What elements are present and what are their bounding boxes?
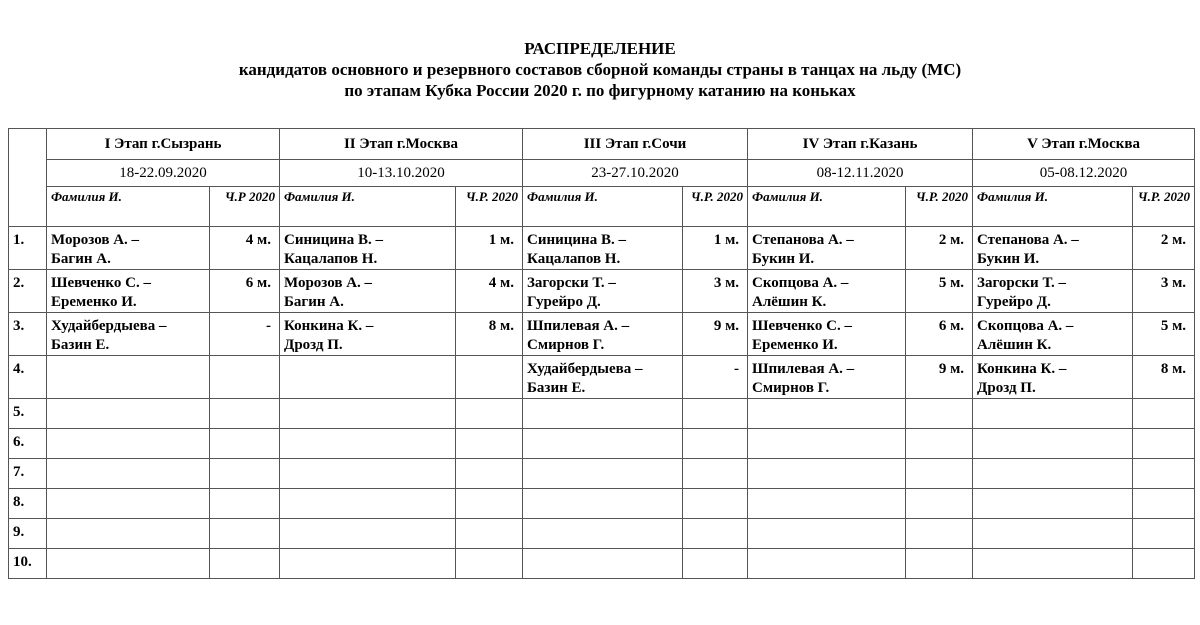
championship-place (456, 399, 523, 429)
pair-cell (973, 399, 1133, 429)
table-row (9, 519, 1195, 549)
table-row (9, 227, 1195, 270)
championship-place: 9 м. (906, 356, 973, 399)
championship-place (683, 549, 748, 579)
row-number: 1. (9, 227, 47, 270)
pair-cell (280, 519, 456, 549)
championship-place (1133, 519, 1195, 549)
table-row (9, 399, 1195, 429)
pair-cell (280, 227, 456, 270)
pair-cell (748, 270, 906, 313)
pair-cell (748, 227, 906, 270)
championship-place (456, 429, 523, 459)
pair-cell (280, 429, 456, 459)
pair-cell (523, 549, 683, 579)
pair-cell (47, 519, 210, 549)
championship-place: 3 м. (683, 270, 748, 313)
pair-cell (523, 270, 683, 313)
stage-2-dates: 10-13.10.2020 (280, 160, 523, 187)
pair-partner-2: Алёшин К. (752, 294, 827, 310)
row-number: 5. (9, 399, 47, 429)
pair-cell (973, 549, 1133, 579)
pair-partner-1: Худайбердыева – (51, 318, 167, 334)
pair-partner-1: Синицина В. – (284, 232, 383, 248)
pair-cell (523, 356, 683, 399)
pair-cell (280, 399, 456, 429)
pair-cell (47, 313, 210, 356)
championship-place: 2 м. (1133, 227, 1195, 270)
pair-cell (973, 270, 1133, 313)
table-row (9, 489, 1195, 519)
pair-partner-1: Шевченко С. – (752, 318, 852, 334)
pair-partner-1: Худайбердыева – (527, 361, 643, 377)
pair-cell (748, 429, 906, 459)
championship-place: - (683, 356, 748, 399)
pair-cell (973, 356, 1133, 399)
pair-partner-2: Гурейро Д. (977, 294, 1051, 310)
championship-place: 4 м. (456, 270, 523, 313)
stage-1-name: I Этап г.Сызрань (47, 129, 280, 160)
column-header-name: Фамилия И. (47, 187, 210, 227)
pair-cell (523, 313, 683, 356)
stage-2-name: II Этап г.Москва (280, 129, 523, 160)
pair-partner-2: Смирнов Г. (752, 380, 830, 396)
pair-partner-1: Шевченко С. – (51, 275, 151, 291)
pair-partner-2: Еременко И. (752, 337, 838, 353)
championship-place (906, 429, 973, 459)
pair-cell (47, 227, 210, 270)
column-header-name: Фамилия И. (523, 187, 683, 227)
pair-partner-1: Шпилевая А. – (527, 318, 630, 334)
title-line-3: по этапам Кубка России 2020 г. по фигурному катанию на коньках (344, 81, 856, 100)
pair-partner-1: Морозов А. – (284, 275, 373, 291)
pair-cell (523, 227, 683, 270)
pair-partner-1: Степанова А. – (977, 232, 1079, 248)
championship-place (210, 549, 280, 579)
stage-1-dates: 18-22.09.2020 (47, 160, 280, 187)
championship-place: 6 м. (906, 313, 973, 356)
table-row (9, 549, 1195, 579)
table-row (9, 459, 1195, 489)
table-row (9, 270, 1195, 313)
championship-place: 2 м. (906, 227, 973, 270)
pair-cell (523, 399, 683, 429)
championship-place: 8 м. (1133, 356, 1195, 399)
row-number: 3. (9, 313, 47, 356)
pair-partner-1: Загорски Т. – (527, 275, 616, 291)
pair-cell (748, 356, 906, 399)
championship-place (683, 489, 748, 519)
pair-cell (280, 270, 456, 313)
pair-cell (523, 429, 683, 459)
pair-cell (47, 459, 210, 489)
championship-place (683, 429, 748, 459)
pair-cell (748, 519, 906, 549)
pair-cell (973, 313, 1133, 356)
pair-partner-2: Кацалапов Н. (284, 251, 378, 267)
championship-place (906, 459, 973, 489)
corner-cell (9, 129, 47, 227)
championship-place (1133, 549, 1195, 579)
column-header-name: Фамилия И. (748, 187, 906, 227)
pair-cell (280, 356, 456, 399)
championship-place (683, 399, 748, 429)
table-row (9, 429, 1195, 459)
championship-place: 3 м. (1133, 270, 1195, 313)
pair-partner-2: Кацалапов Н. (527, 251, 621, 267)
pair-cell (973, 429, 1133, 459)
stage-5-name: V Этап г.Москва (973, 129, 1195, 160)
pair-cell (748, 549, 906, 579)
pair-partner-2: Еременко И. (51, 294, 137, 310)
row-number: 10. (9, 549, 47, 579)
stage-3-dates: 23-27.10.2020 (523, 160, 748, 187)
championship-place: 8 м. (456, 313, 523, 356)
championship-place (1133, 459, 1195, 489)
championship-place (1133, 429, 1195, 459)
row-number: 9. (9, 519, 47, 549)
pair-cell (280, 459, 456, 489)
column-header-name: Фамилия И. (280, 187, 456, 227)
pair-partner-2: Алёшин К. (977, 337, 1052, 353)
championship-place: - (210, 313, 280, 356)
pair-cell (523, 519, 683, 549)
championship-place: 5 м. (1133, 313, 1195, 356)
column-header-name: Фамилия И. (973, 187, 1133, 227)
championship-place (210, 459, 280, 489)
table-row (9, 356, 1195, 399)
pair-partner-1: Конкина К. – (977, 361, 1067, 377)
championship-place (456, 519, 523, 549)
column-header-rank: Ч.Р 2020 (210, 187, 280, 227)
stage-4-name: IV Этап г.Казань (748, 129, 973, 160)
championship-place (683, 459, 748, 489)
stage-5-dates: 05-08.12.2020 (973, 160, 1195, 187)
pair-cell (748, 489, 906, 519)
championship-place (210, 429, 280, 459)
pair-partner-2: Багин А. (284, 294, 344, 310)
pair-partner-2: Гурейро Д. (527, 294, 601, 310)
column-header-rank: Ч.Р. 2020 (683, 187, 748, 227)
pair-cell (748, 313, 906, 356)
stage-4-dates: 08-12.11.2020 (748, 160, 973, 187)
row-number: 6. (9, 429, 47, 459)
document-title (0, 38, 1200, 101)
championship-place (456, 356, 523, 399)
pair-partner-1: Загорски Т. – (977, 275, 1066, 291)
pair-cell (280, 489, 456, 519)
pair-cell (748, 399, 906, 429)
distribution-table (8, 128, 1195, 579)
pair-cell (523, 459, 683, 489)
pair-partner-1: Шпилевая А. – (752, 361, 855, 377)
pair-partner-2: Дрозд П. (977, 380, 1036, 396)
column-header-rank: Ч.Р. 2020 (906, 187, 973, 227)
championship-place: 5 м. (906, 270, 973, 313)
championship-place (456, 459, 523, 489)
row-number: 7. (9, 459, 47, 489)
pair-cell (973, 489, 1133, 519)
pair-partner-2: Букин И. (752, 251, 815, 267)
column-header-rank: Ч.Р. 2020 (456, 187, 523, 227)
title-line-2: кандидатов основного и резервного составов сборной команды страны в танцах на льду (МС) (238, 60, 962, 79)
championship-place (456, 549, 523, 579)
championship-place (1133, 399, 1195, 429)
column-header-rank: Ч.Р. 2020 (1133, 187, 1195, 227)
pair-partner-2: Букин И. (977, 251, 1040, 267)
pair-cell (973, 459, 1133, 489)
championship-place: 1 м. (456, 227, 523, 270)
pair-cell (523, 489, 683, 519)
pair-partner-1: Конкина К. – (284, 318, 374, 334)
pair-partner-1: Морозов А. – (51, 232, 140, 248)
championship-place (210, 356, 280, 399)
title-line-1: РАСПРЕДЕЛЕНИЕ (524, 39, 676, 58)
pair-cell (748, 459, 906, 489)
championship-place: 4 м. (210, 227, 280, 270)
pair-cell (280, 313, 456, 356)
championship-place (210, 399, 280, 429)
championship-place (906, 519, 973, 549)
pair-partner-2: Смирнов Г. (527, 337, 605, 353)
championship-place (906, 549, 973, 579)
pair-cell (47, 489, 210, 519)
row-number: 4. (9, 356, 47, 399)
table-row (9, 313, 1195, 356)
pair-cell (973, 227, 1133, 270)
stage-3-name: III Этап г.Сочи (523, 129, 748, 160)
pair-cell (47, 399, 210, 429)
pair-partner-1: Степанова А. – (752, 232, 854, 248)
pair-partner-2: Базин Е. (51, 337, 110, 353)
pair-partner-1: Синицина В. – (527, 232, 626, 248)
pair-partner-1: Скопцова А. – (752, 275, 849, 291)
championship-place (210, 519, 280, 549)
championship-place: 6 м. (210, 270, 280, 313)
championship-place (210, 489, 280, 519)
pair-cell (280, 549, 456, 579)
championship-place: 1 м. (683, 227, 748, 270)
pair-partner-1: Скопцова А. – (977, 318, 1074, 334)
championship-place (906, 399, 973, 429)
championship-place (456, 489, 523, 519)
pair-partner-2: Дрозд П. (284, 337, 343, 353)
pair-cell (973, 519, 1133, 549)
pair-cell (47, 356, 210, 399)
row-number: 8. (9, 489, 47, 519)
pair-cell (47, 270, 210, 313)
pair-partner-2: Базин Е. (527, 380, 586, 396)
championship-place (683, 519, 748, 549)
championship-place: 9 м. (683, 313, 748, 356)
championship-place (1133, 489, 1195, 519)
pair-cell (47, 429, 210, 459)
row-number: 2. (9, 270, 47, 313)
pair-partner-2: Багин А. (51, 251, 111, 267)
championship-place (906, 489, 973, 519)
pair-cell (47, 549, 210, 579)
